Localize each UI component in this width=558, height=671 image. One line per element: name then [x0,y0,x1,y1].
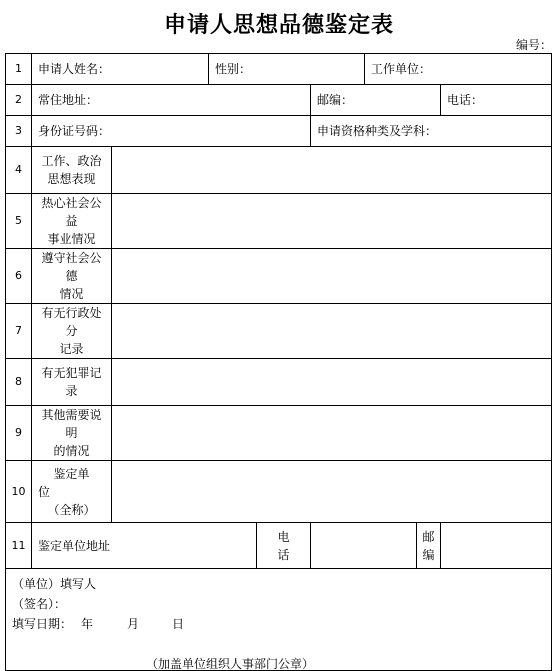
row-number: 9 [6,406,32,461]
row-number: 8 [6,359,32,406]
public-welfare-field[interactable] [112,194,552,249]
form-title: 申请人思想品德鉴定表 [163,12,394,38]
qualification-field[interactable]: 申请资格种类及学科： [311,116,552,147]
seal-note: （加盖单位组织人事部门公章） [146,657,315,671]
table-row [6,54,552,85]
appraisal-table [5,53,552,671]
row-number: 10 [6,461,32,523]
day-label: 日 [172,617,185,631]
postcode-label: 邮 编 [417,523,441,569]
year-label: 年 [81,617,94,631]
row-number: 4 [6,147,32,194]
row-number: 1 [6,54,32,85]
fill-date-label: 填写日期： [12,617,73,631]
row-number: 5 [6,194,32,249]
work-performance-field[interactable] [112,147,552,194]
id-number-field[interactable]: 身份证号码： [32,116,311,147]
table-row [6,406,552,461]
appraisal-unit-postcode-field[interactable] [441,523,552,569]
phone-label: 电 话 [257,523,311,569]
work-performance-label: 工作、政治 思想表现 [32,147,112,194]
row-number: 2 [6,85,32,116]
gender-field[interactable]: 性别： [209,54,365,85]
row-number: 7 [6,304,32,359]
other-notes-field[interactable] [112,406,552,461]
signature-label: （签名）： [12,597,67,611]
admin-penalty-label: 有无行政处分 记录 [32,304,112,359]
criminal-record-label: 有无犯罪记录 [32,359,112,406]
social-ethics-field[interactable] [112,249,552,304]
applicant-name-field[interactable]: 申请人姓名： [32,54,209,85]
postcode-field[interactable]: 邮编： [311,85,441,116]
table-row [6,116,552,147]
table-row [6,359,552,406]
table-row [6,85,552,116]
row-number: 11 [6,523,32,569]
table-row [6,194,552,249]
footer-row [6,569,552,671]
row-number: 6 [6,249,32,304]
address-field[interactable]: 常住地址： [32,85,311,116]
table-row [6,523,552,569]
public-welfare-label: 热心社会公益 事业情况 [32,194,112,249]
other-notes-label: 其他需要说明 的情况 [32,406,112,461]
criminal-record-field[interactable] [112,359,552,406]
table-row [6,304,552,359]
appraisal-unit-field[interactable] [112,461,552,523]
appraisal-unit-phone-field[interactable] [311,523,417,569]
admin-penalty-field[interactable] [112,304,552,359]
row-number: 3 [6,116,32,147]
appraisal-unit-address-label: 鉴定单位地址 [32,523,257,569]
social-ethics-label: 遵守社会公德 情况 [32,249,112,304]
month-label: 月 [127,617,140,631]
serial-number-label: 编号： [516,38,553,52]
phone-field[interactable]: 电话： [441,85,552,116]
table-row [6,147,552,194]
appraisal-unit-label: 鉴定单 位 （全称） [32,461,112,523]
table-row [6,461,552,523]
table-row [6,249,552,304]
signature-area [6,569,552,671]
filler-label: （单位）填写人 [12,577,97,591]
work-unit-field[interactable]: 工作单位： [365,54,552,85]
